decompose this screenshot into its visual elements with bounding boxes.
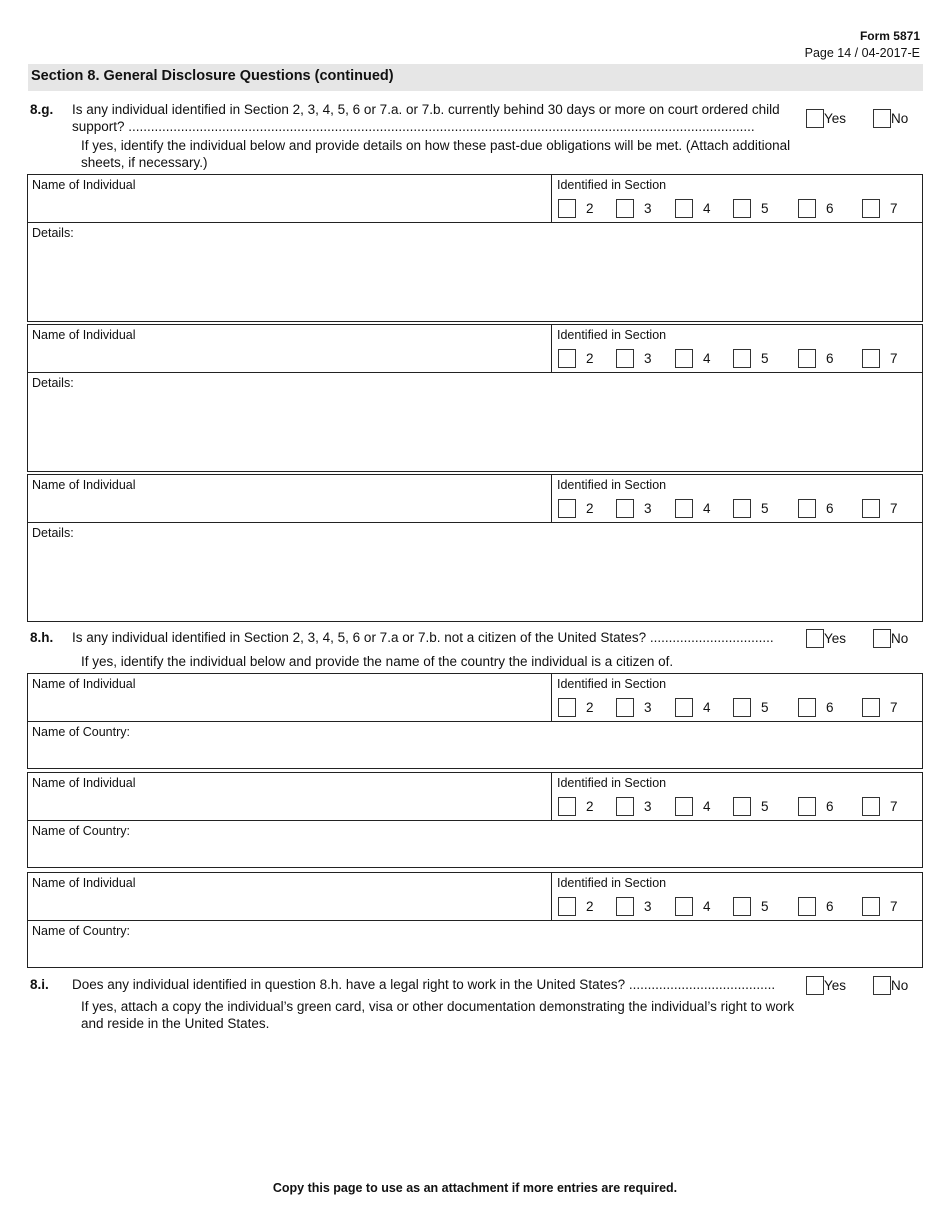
section-4-option[interactable]: 4 (675, 797, 711, 816)
form-header (805, 28, 920, 62)
section-2-option[interactable]: 2 (558, 349, 594, 368)
section-checkbox[interactable] (862, 698, 880, 717)
section-6-option[interactable]: 6 (798, 698, 834, 717)
identified-label: Identified in Section (557, 478, 667, 492)
individual-entry (27, 174, 923, 322)
section-5-option[interactable]: 5 (733, 797, 769, 816)
section-checkbox[interactable] (798, 349, 816, 368)
section-5-option[interactable]: 5 (733, 349, 769, 368)
yes-option[interactable] (806, 109, 846, 128)
country-label: Name of Country: (32, 824, 130, 838)
page-info: Page 14 / 04-2017-E (804, 46, 920, 60)
section-checkbox[interactable] (558, 499, 576, 518)
section-6-option[interactable]: 6 (798, 499, 834, 518)
section-checkbox[interactable] (862, 897, 880, 916)
section-checkbox[interactable] (798, 199, 816, 218)
name-label: Name of Individual (32, 876, 136, 890)
section-title: Section 8. General Disclosure Questions (continued) (28, 64, 923, 91)
section-4-option[interactable]: 4 (675, 698, 711, 717)
name-of-individual-field[interactable] (28, 175, 552, 222)
section-checkbox[interactable] (733, 349, 751, 368)
section-checkbox[interactable] (862, 499, 880, 518)
yes-label: Yes (824, 978, 847, 993)
section-checkbox[interactable] (558, 349, 576, 368)
identified-label: Identified in Section (557, 677, 667, 691)
section-checkbox[interactable] (798, 797, 816, 816)
section-checkbox[interactable] (733, 499, 751, 518)
section-checkbox[interactable] (616, 698, 634, 717)
footer-note: Copy this page to use as an attachment if more entries are required. (272, 1181, 678, 1195)
section-checkbox[interactable] (798, 698, 816, 717)
question-instruction: If yes, identify the individual below and provide details on how these past-due obligations will be met. (Attach additional sheets, if necessary.) (81, 138, 791, 170)
identified-in-section (553, 674, 922, 721)
details-field[interactable] (28, 373, 922, 471)
yes-label: Yes (824, 111, 847, 126)
section-checkbox[interactable] (558, 797, 576, 816)
section-3-option[interactable]: 3 (616, 499, 652, 518)
no-option[interactable] (873, 629, 908, 648)
no-checkbox[interactable] (873, 976, 891, 995)
name-of-individual-field[interactable] (28, 873, 552, 920)
section-7-option[interactable]: 7 (862, 349, 898, 368)
section-checkbox[interactable] (862, 349, 880, 368)
identified-label: Identified in Section (557, 776, 667, 790)
form-number: Form 5871 (859, 29, 920, 43)
section-checkbox[interactable] (616, 499, 634, 518)
section-7-option[interactable]: 7 (862, 698, 898, 717)
section-3-option[interactable]: 3 (616, 897, 652, 916)
individual-entry (27, 324, 923, 472)
section-3-option[interactable]: 3 (616, 199, 652, 218)
identified-label: Identified in Section (557, 876, 667, 890)
name-of-individual-field[interactable] (28, 475, 552, 522)
yes-checkbox[interactable] (806, 629, 824, 648)
details-field[interactable] (28, 523, 922, 621)
section-5-option[interactable]: 5 (733, 897, 769, 916)
name-label: Name of Individual (32, 776, 136, 790)
yes-checkbox[interactable] (806, 109, 824, 128)
section-checkbox[interactable] (733, 897, 751, 916)
individual-entry (27, 474, 923, 622)
section-4-option[interactable]: 4 (675, 499, 711, 518)
identified-in-section (553, 325, 922, 372)
section-6-option[interactable]: 6 (798, 199, 834, 218)
name-label: Name of Individual (32, 328, 136, 342)
identified-label: Identified in Section (557, 328, 667, 342)
section-7-option[interactable]: 7 (862, 797, 898, 816)
section-7-option[interactable]: 7 (862, 199, 898, 218)
section-checkbox[interactable] (558, 698, 576, 717)
country-label: Name of Country: (32, 725, 130, 739)
section-3-option[interactable]: 3 (616, 797, 652, 816)
section-2-option[interactable]: 2 (558, 797, 594, 816)
individual-entry (27, 673, 923, 769)
section-2-option[interactable]: 2 (558, 897, 594, 916)
no-checkbox[interactable] (873, 109, 891, 128)
section-6-option[interactable]: 6 (798, 897, 834, 916)
individual-entry (27, 772, 923, 868)
question-text: Is any individual identified in Section 2, 3, 4, 5, 6 or 7.a. or 7.b. currently behind 30 days or more on court ordered child support? ....................................................................................................................................................................... (72, 102, 780, 134)
section-checkbox[interactable] (733, 797, 751, 816)
section-checkbox[interactable] (733, 199, 751, 218)
section-checkbox[interactable] (675, 349, 693, 368)
details-label: Details: (32, 376, 74, 390)
details-label: Details: (32, 526, 74, 540)
section-checkbox[interactable] (675, 897, 693, 916)
section-6-option[interactable]: 6 (798, 349, 834, 368)
identified-in-section (553, 175, 922, 222)
section-checkbox[interactable] (675, 199, 693, 218)
section-checkbox[interactable] (733, 698, 751, 717)
question-number: 8.i. (30, 977, 49, 992)
section-2-option[interactable]: 2 (558, 199, 594, 218)
section-checkbox[interactable] (616, 349, 634, 368)
section-2-option[interactable]: 2 (558, 698, 594, 717)
section-checkbox[interactable] (798, 897, 816, 916)
name-of-individual-field[interactable] (28, 674, 552, 721)
identified-in-section (553, 773, 922, 820)
details-label: Details: (32, 226, 74, 240)
section-checkbox[interactable] (616, 897, 634, 916)
section-checkbox[interactable] (558, 897, 576, 916)
individual-entry (27, 872, 923, 968)
identified-label: Identified in Section (557, 178, 667, 192)
section-2-option[interactable]: 2 (558, 499, 594, 518)
section-5-option[interactable]: 5 (733, 698, 769, 717)
yes-checkbox[interactable] (806, 976, 824, 995)
section-3-option[interactable]: 3 (616, 349, 652, 368)
section-checkbox[interactable] (798, 499, 816, 518)
question-number: 8.h. (30, 630, 54, 645)
section-checkbox[interactable] (675, 698, 693, 717)
section-4-option[interactable]: 4 (675, 897, 711, 916)
section-checkbox[interactable] (862, 199, 880, 218)
no-checkbox[interactable] (873, 629, 891, 648)
no-option[interactable] (873, 976, 908, 995)
section-checkbox[interactable] (675, 797, 693, 816)
section-checkbox[interactable] (616, 199, 634, 218)
details-field[interactable] (28, 223, 922, 321)
country-field[interactable] (28, 722, 922, 768)
section-checkbox[interactable] (616, 797, 634, 816)
name-of-individual-field[interactable] (28, 773, 552, 820)
no-label: No (891, 631, 909, 646)
no-label: No (891, 978, 909, 993)
question-text: Does any individual identified in question 8.h. have a legal right to work in the United States? ....................................... (72, 977, 776, 992)
section-checkbox[interactable] (675, 499, 693, 518)
section-7-option[interactable]: 7 (862, 897, 898, 916)
question-number: 8.g. (30, 102, 54, 117)
country-field[interactable] (28, 921, 922, 967)
identified-in-section (553, 475, 922, 522)
section-4-option[interactable]: 4 (675, 199, 711, 218)
country-label: Name of Country: (32, 924, 130, 938)
no-option[interactable] (873, 109, 908, 128)
question-text: Is any individual identified in Section 2, 3, 4, 5, 6 or 7.a or 7.b. not a citizen of the United States? ................................. (72, 630, 774, 645)
name-of-individual-field[interactable] (28, 325, 552, 372)
section-6-option[interactable]: 6 (798, 797, 834, 816)
section-5-option[interactable]: 5 (733, 499, 769, 518)
identified-in-section (553, 873, 922, 920)
name-label: Name of Individual (32, 178, 136, 192)
name-label: Name of Individual (32, 478, 136, 492)
section-checkbox[interactable] (558, 199, 576, 218)
question-instruction: If yes, identify the individual below and provide the name of the country the individual is a citizen of. (81, 654, 674, 669)
section-4-option[interactable]: 4 (675, 349, 711, 368)
country-field[interactable] (28, 821, 922, 867)
question-instruction: If yes, attach a copy the individual’s green card, visa or other documentation demonstrating the individual’s right to work and reside in the United States. (81, 999, 795, 1031)
no-label: No (891, 111, 909, 126)
yes-option[interactable] (806, 976, 846, 995)
section-3-option[interactable]: 3 (616, 698, 652, 717)
section-5-option[interactable]: 5 (733, 199, 769, 218)
yes-label: Yes (824, 631, 847, 646)
name-label: Name of Individual (32, 677, 136, 691)
yes-option[interactable] (806, 629, 846, 648)
section-checkbox[interactable] (862, 797, 880, 816)
section-7-option[interactable]: 7 (862, 499, 898, 518)
